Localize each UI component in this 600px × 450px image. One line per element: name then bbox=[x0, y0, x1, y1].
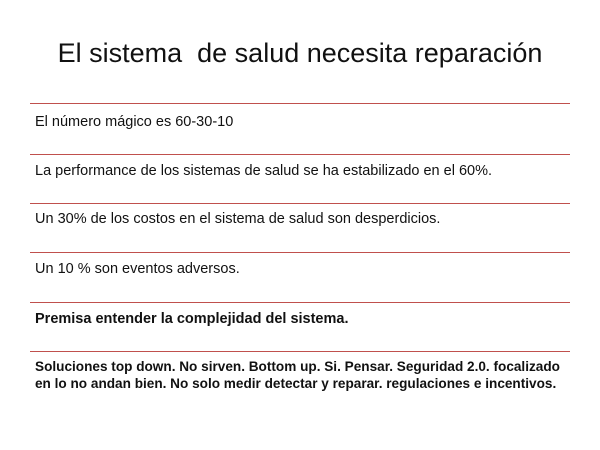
bullet-item-6: Soluciones top down. No sirven. Bottom up. Si. Pensar. Seguridad 2.0. focalizado en lo no andan bien. No solo medir detectar y reparar. regulaciones e incentivos. bbox=[35, 359, 560, 391]
divider-line bbox=[30, 252, 570, 253]
bullet-item-2: La performance de los sistemas de salud se ha estabilizado en el 60%. bbox=[35, 163, 493, 179]
bullet-item-3: Un 30% de los costos en el sistema de salud son desperdicios. bbox=[35, 211, 441, 227]
divider-line bbox=[30, 203, 570, 204]
bullet-item-5: Premisa entender la complejidad del sistema. bbox=[35, 311, 349, 327]
divider-line bbox=[30, 351, 570, 352]
divider-line bbox=[30, 103, 570, 104]
bullet-item-1: El número mágico es 60-30-10 bbox=[35, 114, 234, 130]
bullet-item-4: Un 10 % son eventos adversos. bbox=[35, 261, 240, 277]
divider-line bbox=[30, 302, 570, 303]
divider-line bbox=[30, 154, 570, 155]
slide-title: El sistema de salud necesita reparación bbox=[57, 38, 543, 68]
